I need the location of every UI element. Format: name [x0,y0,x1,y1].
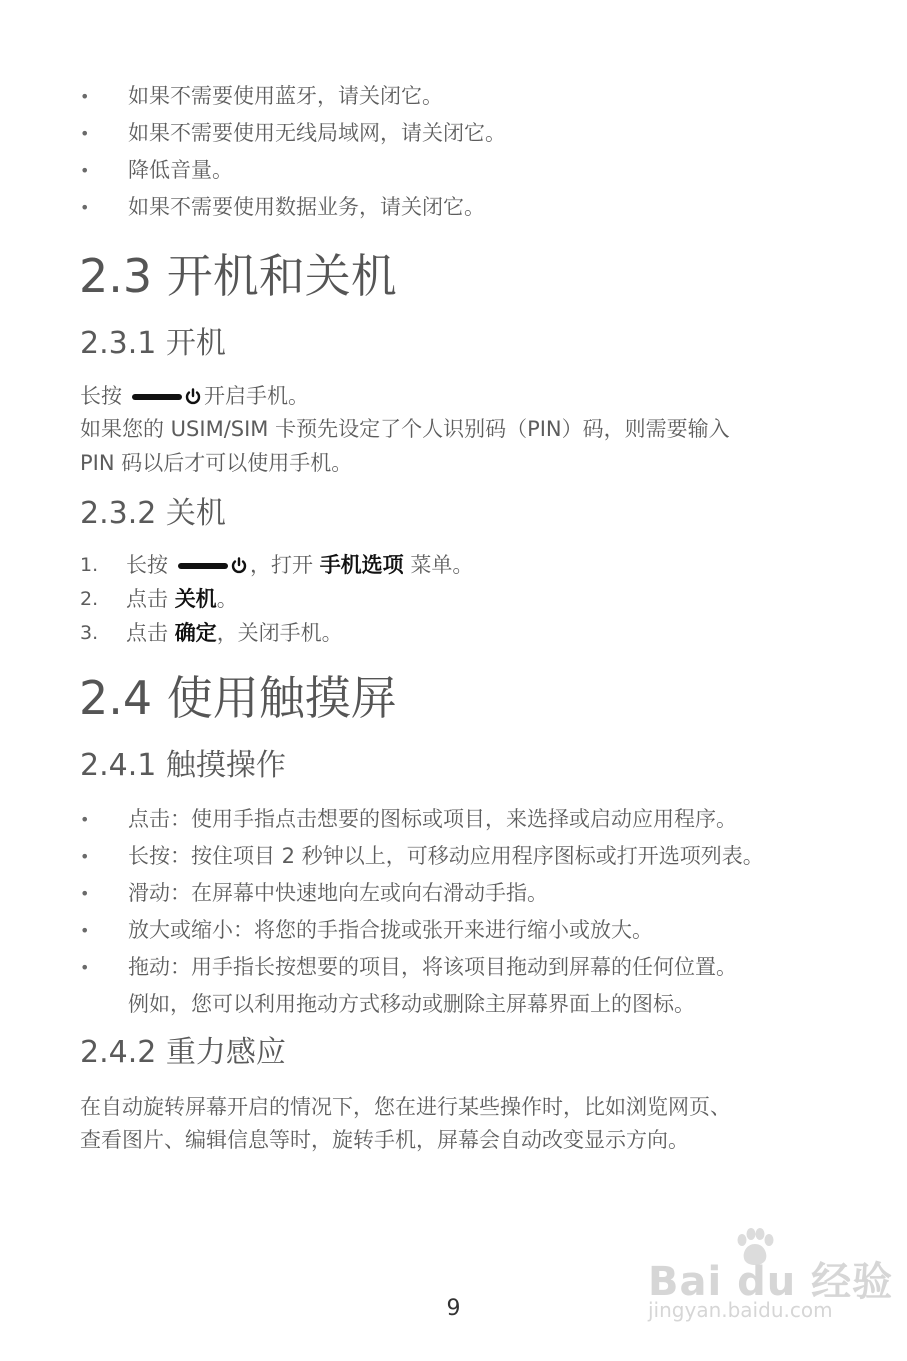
gravity-sensor-line-1: 在自动旋转屏幕开启的情况下，您在进行某些操作时，比如浏览网页、 [80,1095,731,1119]
watermark-url: jingyan.baidu.com [648,1298,833,1322]
bullet-symbol: • [80,198,90,217]
phone-options-menu-label: 手机选项 [319,553,404,577]
subsection-title-2-4-2: 2.4.2 重力感应 [80,1035,286,1070]
confirm-option-label: 确定 [174,621,217,645]
list-item: • 如果不需要使用蓝牙，请关闭它。 [80,78,506,115]
subsection-title-2-3-1: 2.3.1 开机 [80,326,226,361]
bullet-symbol: • [80,884,90,903]
list-item: • 如果不需要使用无线局域网，请关闭它。 [80,115,506,152]
list-item-continuation: 例如，您可以利用拖动方式移动或删除主屏幕界面上的图标。 [128,992,695,1016]
list-item: • 滑动：在屏幕中快速地向左或向右滑动手指。 [80,875,764,912]
bullet-symbol: • [80,124,90,143]
watermark-logo-text: Bai du 经验 [648,1259,894,1305]
bullet-symbol: • [80,87,90,106]
list-item: • 放大或缩小：将您的手指合拢或张开来进行缩小或放大。 [80,912,764,949]
list-item: 1. 长按 ，打开 手机选项 菜单。 [80,553,474,577]
list-item: • 点击：使用手指点击想要的图标或项目，来选择或启动应用程序。 [80,801,764,838]
bullet-symbol: • [80,921,90,940]
power-on-instruction: 长按 开启手机。 [80,384,309,408]
bullet-symbol: • [80,847,90,866]
list-item: • 拖动：用手指长按想要的项目，将该项目拖动到屏幕的任何位置。 [80,949,764,986]
pin-note-line-1: 如果您的 USIM/SIM 卡预先设定了个人识别码（PIN）码，则需要输入 [80,417,730,441]
power-off-steps [80,548,473,650]
list-item: • 长按：按住项目 2 秒钟以上，可移动应用程序图标或打开选项列表。 [80,838,764,875]
bullet-symbol: • [80,958,90,977]
power-off-option-label: 关机 [174,587,217,611]
page-number: 9 [446,1296,461,1321]
list-item: • 降低音量。 [80,152,506,189]
gravity-sensor-line-2: 查看图片、编辑信息等时，旋转手机，屏幕会自动改变显示方向。 [80,1128,689,1152]
power-key-icon [132,388,202,406]
subsection-title-2-3-2: 2.3.2 关机 [80,496,226,531]
bullet-symbol: • [80,810,90,829]
pin-note-line-2: PIN 码以后才可以使用手机。 [80,451,353,475]
bullet-symbol: • [80,161,90,180]
section-title-2-4: 2.4 使用触摸屏 [79,671,397,725]
subsection-title-2-4-1: 2.4.1 触摸操作 [80,748,286,783]
touch-operations-list [80,801,764,1023]
list-item: • 如果不需要使用数据业务，请关闭它。 [80,189,506,226]
list-item: 3. 点击 确定，关闭手机。 [80,621,343,645]
list-item: 2. 点击 关机。 [80,587,238,611]
power-saving-tips-list [80,78,506,226]
section-title-2-3: 2.3 开机和关机 [79,249,397,303]
power-key-icon [178,557,248,575]
